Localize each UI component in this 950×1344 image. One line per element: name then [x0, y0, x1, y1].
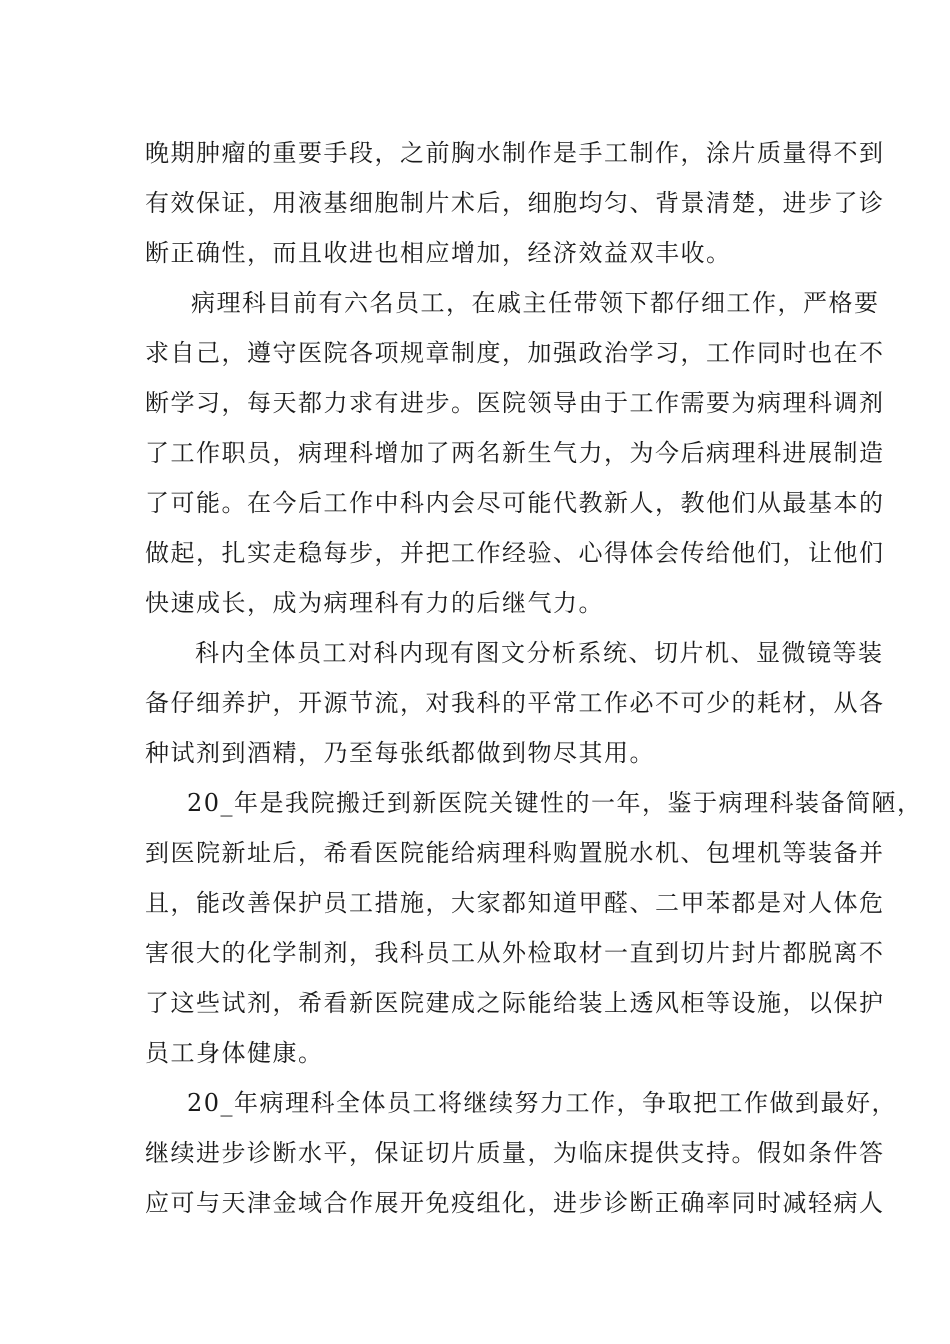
text-line: 20_年病理科全体员工将继续努力工作，争取把工作做到最好，: [187, 1089, 898, 1117]
text-line: 晚期肿瘤的重要手段，之前胸水制作是手工制作，涂片质量得不到: [145, 139, 885, 167]
text-line: 到医院新址后，希看医院能给病理科购置脱水机、包埋机等装备并: [145, 839, 885, 867]
paragraph-4: [145, 778, 923, 1078]
text-line: 且，能改善保护员工措施，大家都知道甲醛、二甲苯都是对人体危: [145, 889, 885, 917]
text-line: 应可与天津金域合作展开免疫组化，进步诊断正确率同时减轻病人: [145, 1189, 885, 1217]
text-line: 病理科目前有六名员工，在戚主任带领下都仔细工作，严格要: [191, 289, 880, 317]
text-line: 继续进步诊断水平，保证切片质量，为临床提供支持。假如条件答: [145, 1139, 885, 1167]
paragraph-1: [145, 128, 885, 278]
text-line: 做起，扎实走稳每步，并把工作经验、心得体会传给他们，让他们: [145, 539, 885, 567]
text-line: 断学习，每天都力求有进步。医院领导由于工作需要为病理科调剂: [145, 389, 885, 417]
text-line: 科内全体员工对科内现有图文分析系统、切片机、显微镜等装: [195, 639, 884, 667]
paragraph-2: [145, 278, 885, 628]
text-line: 备仔细养护，开源节流，对我科的平常工作必不可少的耗材，从各: [145, 689, 885, 717]
text-line: 员工身体健康。: [145, 1039, 324, 1067]
text-line: 害很大的化学制剂，我科员工从外检取材一直到切片封片都脱离不: [145, 939, 885, 967]
text-line: 断正确性，而且收进也相应增加，经济效益双丰收。: [145, 239, 732, 267]
text-line: 了这些试剂，希看新医院建成之际能给装上透风柜等设施，以保护: [145, 989, 885, 1017]
paragraph-5: [145, 1078, 898, 1228]
text-line: 求自己，遵守医院各项规章制度，加强政治学习，工作同时也在不: [145, 339, 885, 367]
text-line: 快速成长，成为病理科有力的后继气力。: [145, 589, 604, 617]
text-line: 了可能。在今后工作中科内会尽可能代教新人，教他们从最基本的: [145, 489, 885, 517]
paragraph-3: [145, 628, 885, 778]
text-line: 有效保证，用液基细胞制片术后，细胞均匀、背景清楚，进步了诊: [145, 189, 885, 217]
document-body: [145, 128, 923, 1228]
text-line: 20_年是我院搬迁到新医院关键性的一年，鉴于病理科装备简陋，: [187, 789, 923, 817]
text-line: 了工作职员，病理科增加了两名新生气力，为今后病理科进展制造: [145, 439, 885, 467]
text-line: 种试剂到酒精，乃至每张纸都做到物尽其用。: [145, 739, 655, 767]
